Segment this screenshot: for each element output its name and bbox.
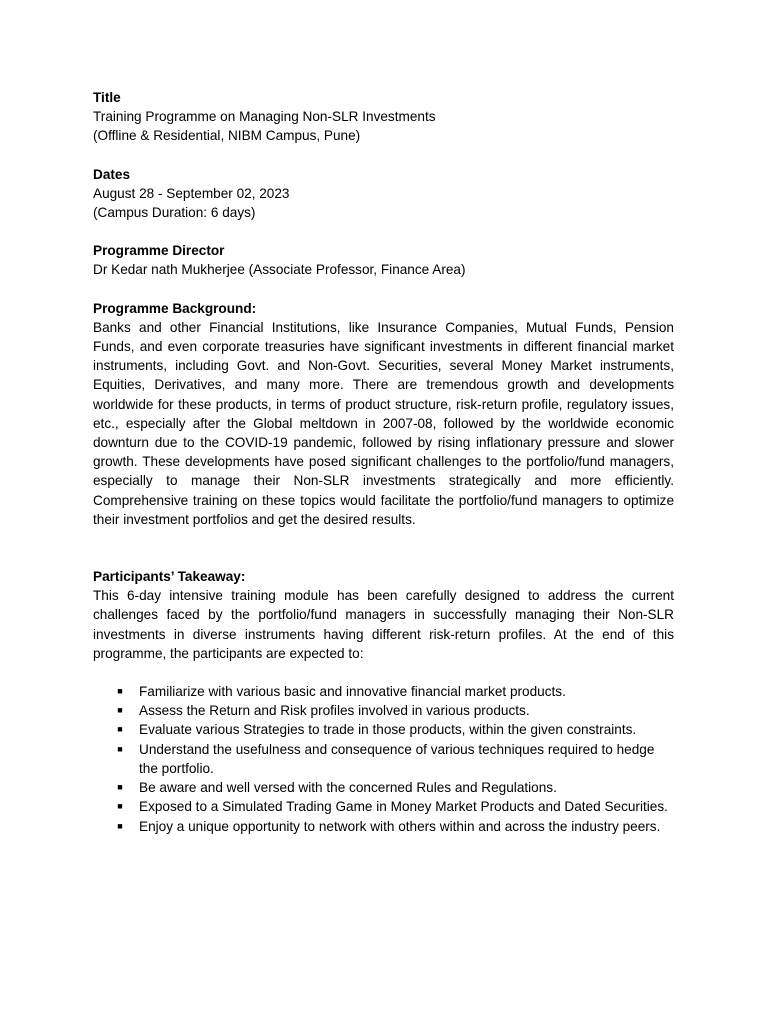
list-item-text: Evaluate various Strategies to trade in those products, within the given constraints.	[139, 722, 637, 738]
takeaway-section	[93, 567, 674, 836]
list-item-text: Enjoy a unique opportunity to network with others within and across the industry peers.	[139, 818, 661, 834]
dates-range: August 28 - September 02, 2023	[93, 185, 290, 201]
list-item	[93, 682, 674, 701]
list-item	[93, 720, 674, 739]
list-item	[93, 740, 674, 778]
takeaway-heading: Participants’ Takeaway:	[93, 569, 246, 585]
takeaway-paragraph: This 6-day intensive training module has been carefully designed to address the current challenges faced by the portfolio/fund managers in successfully managing their Non-SLR investments in diverse instruments having different risk-return profiles. At the end of this programme, the participants are expected to:	[93, 588, 674, 661]
dates-heading: Dates	[93, 166, 131, 182]
list-item	[93, 778, 674, 797]
square-bullet-icon: ■	[117, 782, 123, 793]
background-section	[93, 299, 674, 529]
list-item-text: Be aware and well versed with the concerned Rules and Regulations.	[139, 780, 557, 796]
director-section	[93, 241, 674, 279]
background-heading: Programme Background:	[93, 300, 257, 316]
director-heading: Programme Director	[93, 243, 225, 259]
programme-mode: (Offline & Residential, NIBM Campus, Pune)	[93, 128, 361, 144]
director-name: Dr Kedar nath Mukherjee (Associate Professor, Finance Area)	[93, 262, 466, 278]
background-paragraph: Banks and other Financial Institutions, like Insurance Companies, Mutual Funds, Pension Funds, and even corporate treasuries have significant investments in different financial market instruments, including Govt. and Non-Govt. Securities, several Money Market instruments, Equities, Derivatives, and many more. There are tremendous growth and developments worldwide for these products, in terms of product structure, risk-return profile, regulatory issues, etc., especially after the Global meltdown in 2007-08, followed by the worldwide economic downturn due to the COVID-19 pandemic, followed by rising inflationary pressure and slower growth. These developments have posed significant challenges to the portfolio/fund managers, especially to manage their Non-SLR investments strategically and more efficiently. Comprehensive training on these topics would facilitate the portfolio/fund managers to optimize their investment portfolios and get the desired results.	[93, 319, 674, 527]
square-bullet-icon: ■	[117, 820, 123, 831]
square-bullet-icon: ■	[117, 724, 123, 735]
list-item	[93, 701, 674, 720]
list-item	[93, 817, 674, 836]
list-item-text: Familiarize with various basic and innovative financial market products.	[139, 684, 566, 700]
list-item-text: Assess the Return and Risk profiles involved in various products.	[139, 703, 530, 719]
title-heading: Title	[93, 90, 121, 105]
document-page	[93, 88, 674, 836]
title-section	[93, 88, 674, 146]
list-item-text: Exposed to a Simulated Trading Game in Money Market Products and Dated Securities.	[139, 799, 668, 815]
programme-title: Training Programme on Managing Non-SLR Investments	[93, 109, 436, 125]
dates-section	[93, 165, 674, 223]
takeaway-list	[93, 682, 674, 836]
campus-duration: (Campus Duration: 6 days)	[93, 205, 256, 221]
square-bullet-icon: ■	[117, 801, 123, 812]
list-item-text: Understand the usefulness and consequence of various techniques required to hedge the portfolio.	[139, 741, 655, 776]
list-item	[93, 797, 674, 816]
square-bullet-icon: ■	[117, 686, 123, 697]
square-bullet-icon: ■	[117, 705, 123, 716]
square-bullet-icon: ■	[117, 743, 123, 754]
